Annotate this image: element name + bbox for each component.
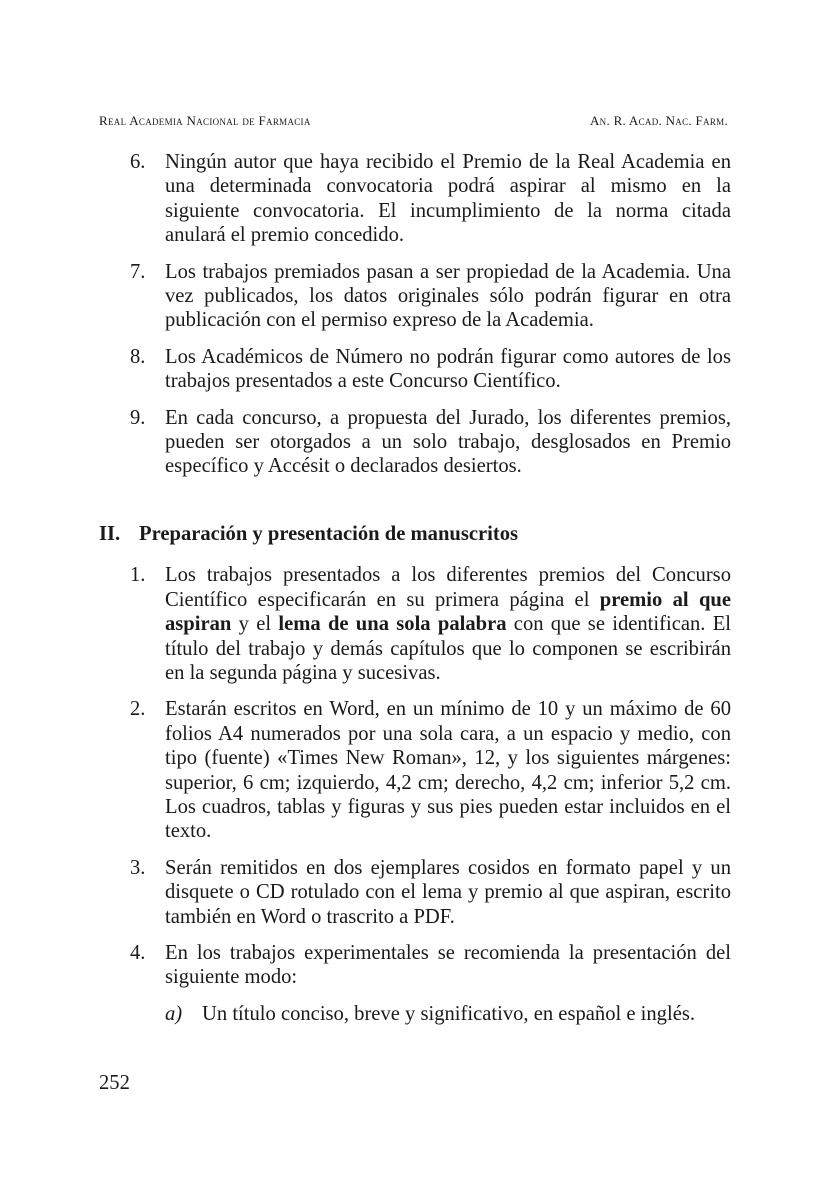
rules-list [99,150,731,479]
text-run: con que se identifican. El título del trabajo y demás capítulos que lo componen se escribirán en la segunda página y sucesivas. [165,613,731,684]
item-text: Los trabajos premiados pasan a ser propiedad de la Academia. Una vez publicados, los datos originales sólo podrán figurar en otra publicación con el permiso expreso de la Academia. [165,260,731,332]
item-number: 3. [130,856,146,879]
bold-text: lema de una sola palabra [278,613,507,636]
item-text [165,564,731,684]
page-body [99,150,731,1026]
item-text: En cada concurso, a propuesta del Jurado, los diferentes premios, pueden ser otorgados a un solo trabajo, desglosados en Premio específico y Accésit o declarados desiertos. [165,406,731,478]
list-item [99,856,731,929]
section-number: II. [99,522,121,545]
list-item [99,697,731,843]
manuscript-rules-list [99,563,731,990]
item-number: 6. [130,151,146,173]
page-number: 252 [99,1072,130,1094]
list-item [99,150,731,248]
item-text: Estarán escritos en Word, en un mínimo de 10 y un máximo de 60 folios A4 numerados por una sola cara, a un espacio y medio, con tipo (fuente) «Times New Roman», 12, y los siguientes márgenes: superior, 6 cm; izquierdo, 4,2 cm; derecho, 4,2 cm; inferior 5,2 cm. Los cuadros, tablas y figuras y sus pies pueden estar incluidos en el texto. [165,698,731,843]
item-text: Ningún autor que haya recibido el Premio de la Real Academia en una determinada convocatoria podrá aspirar al mismo en la siguiente convocatoria. El incumplimiento de la norma citada anulará el premio concedido. [165,151,731,247]
item-text: En los trabajos experimentales se recomienda la presentación del siguiente modo: [165,941,731,989]
journal-society-name: Real Academia Nacional de Farmacia [99,113,311,128]
list-item [99,260,731,333]
item-number: 9. [130,406,146,429]
text-run: Los trabajos presentados a los diferentes premios del Concurso Científico especificarán en su primera página el [165,564,731,611]
list-item [99,406,731,479]
bold-text: premio al que aspiran [165,588,731,636]
section-title: Preparación y presentación de manuscritos [139,522,519,545]
item-text: Los Académicos de Número no podrán figurar como autores de los trabajos presentados a este Concurso Científico. [165,345,731,393]
journal-abbreviation: An. R. Acad. Nac. Farm. [589,113,728,128]
list-item [99,345,731,394]
item-number: 2. [130,698,146,721]
text-run: y el [231,613,279,636]
sub-item-letter: a) [165,1002,183,1025]
running-header [99,113,728,129]
section-heading [99,522,731,546]
item-number: 8. [130,345,146,368]
list-item [99,941,731,990]
item-number: 4. [130,941,146,964]
list-item [99,563,731,685]
sub-item [99,1002,731,1026]
item-number: 7. [130,260,146,283]
item-number: 1. [130,564,146,587]
item-text: Serán remitidos en dos ejemplares cosidos en formato papel y un disquete o CD rotulado con el lema y premio al que aspiran, escrito también en Word o trascrito a PDF. [165,856,731,928]
sub-item-text: Un título conciso, breve y significativo, en español e inglés. [202,1002,695,1025]
